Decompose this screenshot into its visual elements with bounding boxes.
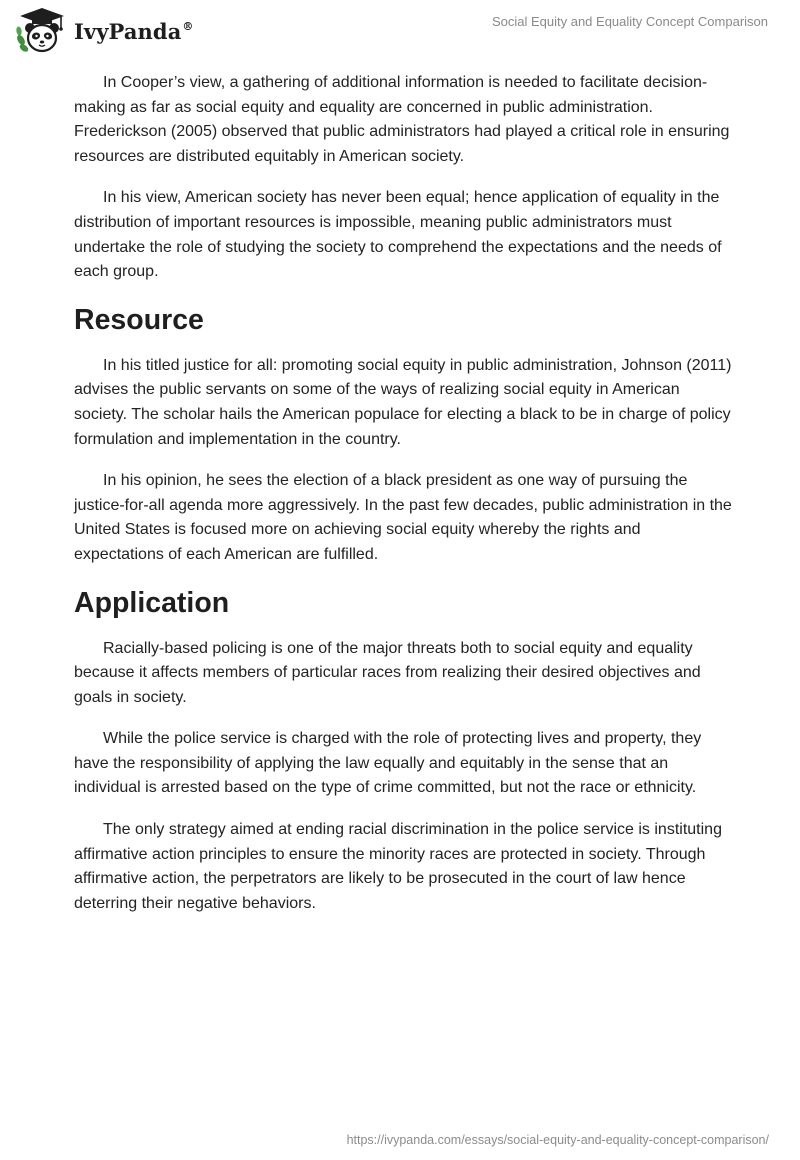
essay-content — [74, 71, 734, 933]
section-heading-resource: Resource — [74, 303, 204, 336]
paragraph: In Cooper’s view, a gathering of additional information is needed to facilitate decision-making as far as social equity and equality are concerned in public administration. Frederickson (2005) observed that public administrators had played a critical role in ensuring resources are distributed equitably in American society. — [74, 74, 730, 165]
paragraph: In his view, American society has never been equal; hence application of equality in the distribution of important resources is impossible, meaning public administrators must undertake the role of studying the society to comprehend the expectations and the needs of each group. — [74, 189, 722, 281]
paragraph: The only strategy aimed at ending racial discrimination in the police service is instituting affirmative action principles to ensure the minority races are protected in society. Through affirmative action, the perpetrators are likely to be prosecuted in the court of law hence deterring their negative behaviors. — [74, 821, 722, 912]
document-title: Social Equity and Equality Concept Comparison — [491, 14, 768, 29]
paragraph: In his titled justice for all: promoting social equity in public administration, Johnson (2011) advises the public servants on some of the ways of realizing social equity in American society. The scholar hails the American populace for electing a black to be in charge of policy formulation and implementation in the country. — [74, 356, 732, 448]
registered-mark: ® — [182, 19, 194, 33]
paragraph: While the police service is charged with the role of protecting lives and property, they have the responsibility of applying the law equally and equitably in the sense that an individual is arrested based on the type of crime committed, but not the race or ethnicity. — [74, 730, 702, 797]
panda-graduate-icon — [14, 6, 72, 56]
paragraph: Racially-based policing is one of the major threats both to social equity and equality because it affects members of particular races from realizing their desired objectives and goals in society. — [74, 639, 701, 706]
source-url[interactable]: https://ivypanda.com/essays/social-equity-and-equality-concept-comparison/ — [346, 1133, 769, 1147]
logo-wordmark — [74, 19, 194, 44]
page-header — [0, 0, 800, 64]
ivypanda-logo[interactable] — [14, 6, 194, 56]
paragraph: In his opinion, he sees the election of a black president as one way of pursuing the justice-for-all agenda more aggressively. In the past few decades, public administration in the United States is focused more on achieving social equity whereby the rights and expectations of each American are fulfilled. — [74, 472, 732, 563]
section-heading-application: Application — [74, 586, 230, 619]
logo-text: IvyPanda — [74, 18, 182, 44]
